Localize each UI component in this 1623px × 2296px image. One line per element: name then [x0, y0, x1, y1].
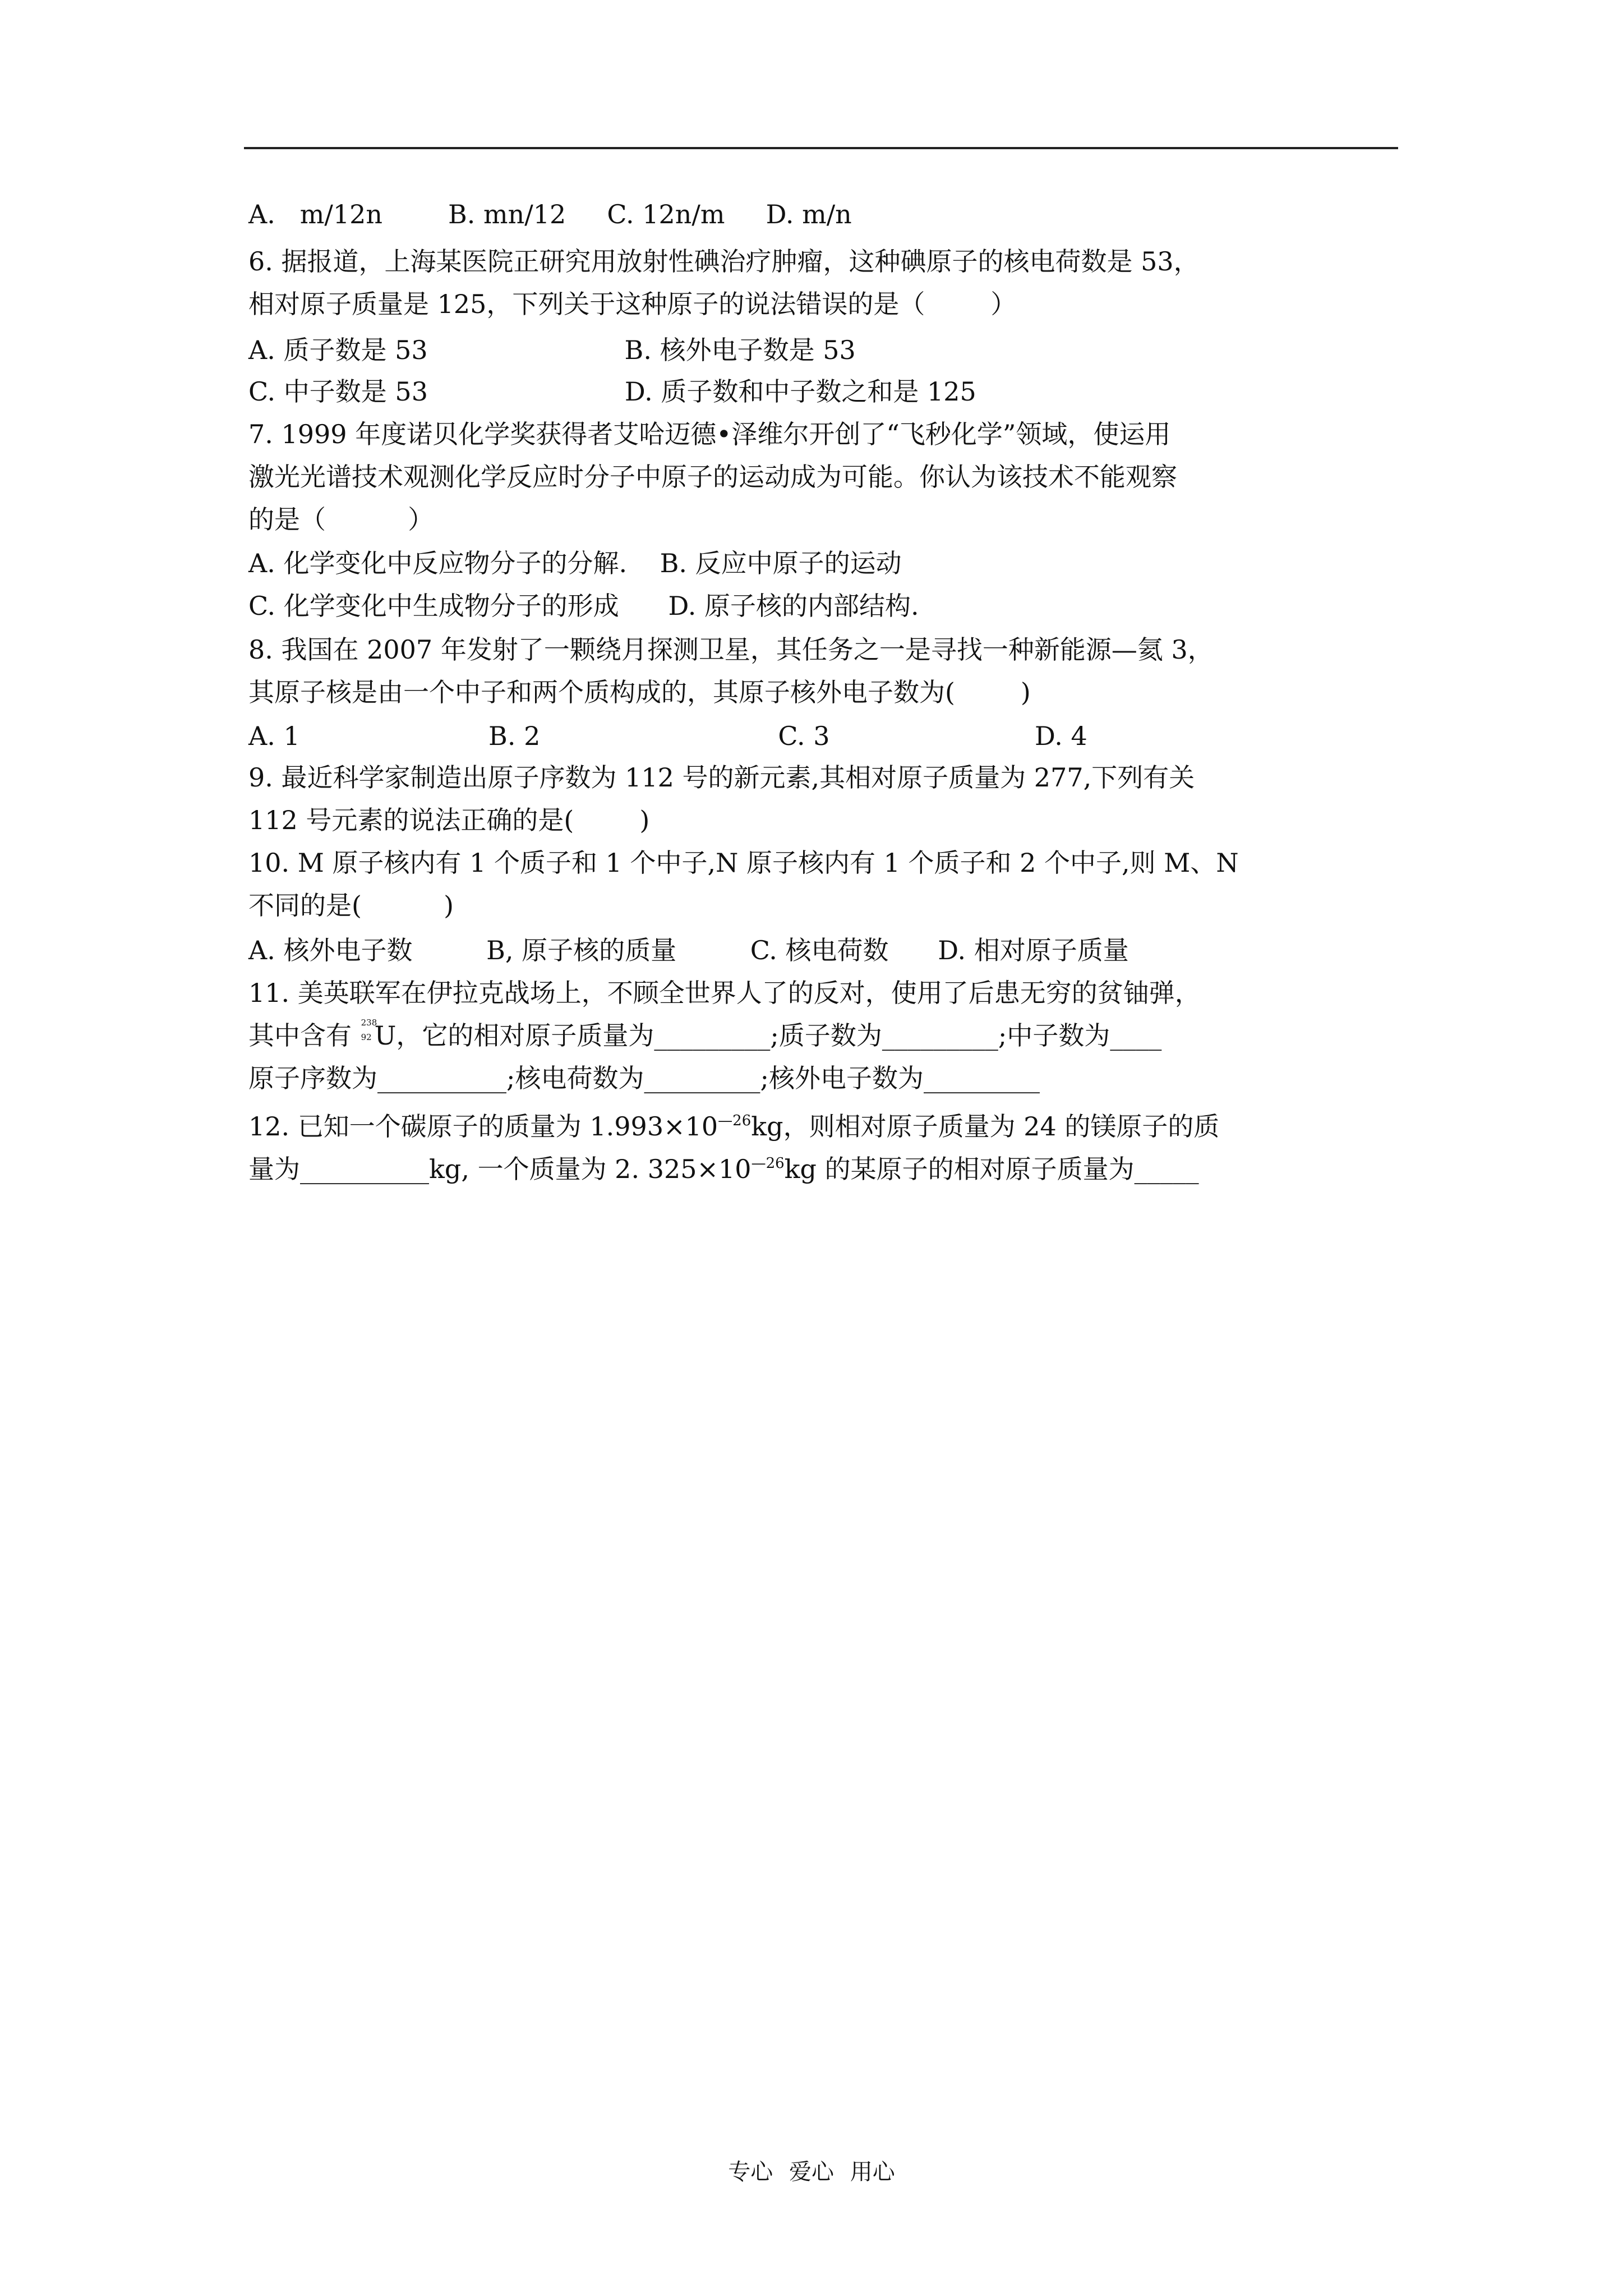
q6-stem-line-1: 6. 据报道，上海某医院正研究用放射性碘治疗肿瘤，这种碘原子的核电荷数是 53， — [248, 246, 1200, 277]
q11-suffix: U，它的相对原子质量为_________;质子数为_________;中子数为____ — [374, 1020, 1162, 1051]
q9-stem-line-2: 112 号元素的说法正确的是( ) — [248, 805, 650, 835]
q12-text-4: kg 的某原子的相对原子质量为_____ — [784, 1154, 1199, 1184]
q7-options-cd: C. 化学变化中生成物分子的形成 D. 原子核的内部结构. — [248, 591, 919, 621]
q7-stem-line-2: 激光光谱技术观测化学反应时分子中原子的运动成为可能。你认为该技术不能观察 — [248, 462, 1177, 492]
q7-options-ab: A. 化学变化中反应物分子的分解. B. 反应中原子的运动 — [248, 548, 902, 578]
q7-stem-line-1: 7. 1999 年度诺贝化学奖获得者艾哈迈德•泽维尔开创了“飞秒化学”领域，使运用 — [248, 419, 1171, 449]
footer-word-2: 爱心 — [789, 2159, 834, 2185]
q6-options-cd: C. 中子数是 53 D. 质子数和中子数之和是 125 — [248, 376, 976, 407]
q7-stem-line-3: 的是（ ） — [248, 504, 434, 535]
q12-text-3: 量为__________kg, 一个质量为 2. 325×10 — [248, 1154, 751, 1184]
footer-word-3: 用心 — [850, 2159, 895, 2185]
q12-exponent-2: —26 — [751, 1155, 785, 1172]
header-rule — [244, 147, 1398, 149]
q10-stem-line-2: 不同的是( ) — [248, 890, 454, 921]
uranium-isotope-notation — [360, 1018, 377, 1047]
q10-stem-line-1: 10. M 原子核内有 1 个质子和 1 个中子,N 原子核内有 1 个质子和 2 个中子,则 M、N — [248, 848, 1239, 878]
q8-options: A. 1 B. 2 C. 3 D. 4 — [248, 721, 1087, 751]
q9-stem-line-1: 9. 最近科学家制造出原子序数为 112 号的新元素,其相对原子质量为 277,下列有关 — [248, 762, 1195, 793]
q8-stem-line-2: 其原子核是由一个中子和两个质构成的，其原子核外电子数为( ) — [248, 677, 1031, 707]
q6-options-ab: A. 质子数是 53 B. 核外电子数是 53 — [248, 335, 856, 365]
footer-word-1: 专心 — [728, 2159, 773, 2185]
q11-stem-line-1: 11. 美英联军在伊拉克战场上，不顾全世界人了的反对，使用了后患无穷的贫铀弹， — [248, 978, 1201, 1008]
q8-stem-line-1: 8. 我国在 2007 年发射了一颗绕月探测卫星，其任务之一是寻找一种新能源—氦 3， — [248, 634, 1214, 665]
q12-exponent: —26 — [718, 1112, 751, 1129]
q11-stem-line-3: 原子序数为__________;核电荷数为_________;核外电子数为_________ — [248, 1063, 1040, 1093]
isotope-mass-number: 238 — [361, 1018, 377, 1028]
q12-text-1: 12. 已知一个碳原子的质量为 1.993×10 — [248, 1111, 718, 1142]
q11-prefix: 其中含有 — [248, 1020, 360, 1051]
q12-stem-line-1 — [248, 1104, 1219, 1143]
q12-stem-line-2 — [248, 1147, 1199, 1186]
q11-stem-line-2 — [248, 1019, 1161, 1052]
q10-options: A. 核外电子数 B, 原子核的质量 C. 核电荷数 D. 相对原子质量 — [248, 935, 1129, 965]
q6-stem-line-2: 相对原子质量是 125，下列关于这种原子的说法错误的是（ ） — [248, 289, 1017, 319]
isotope-atomic-number: 92 — [361, 1032, 372, 1042]
q5-options: A. m/12n B. mn/12 C. 12n/m D. m/n — [248, 199, 852, 229]
q12-text-2: kg，则相对原子质量为 24 的镁原子的质 — [751, 1111, 1220, 1142]
page-footer — [0, 2157, 1623, 2187]
